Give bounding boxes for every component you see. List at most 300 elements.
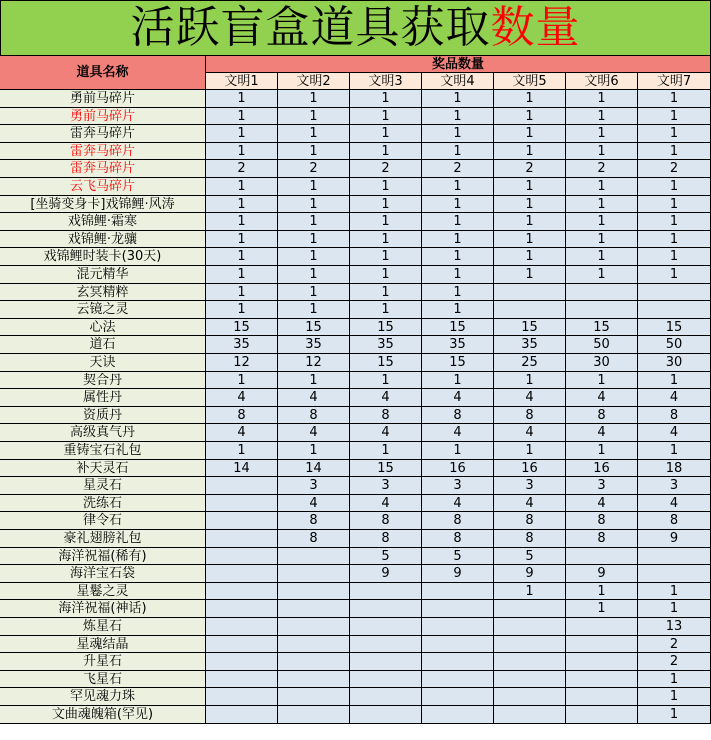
- quantity-cell: 1: [350, 266, 422, 284]
- quantity-cell: 1: [422, 178, 494, 196]
- quantity-cell: 4: [422, 389, 494, 407]
- quantity-cell: 1: [206, 143, 278, 160]
- item-name-cell: 云镜之灵: [0, 301, 206, 319]
- quantity-cell: 4: [350, 424, 422, 442]
- quantity-cell: 1: [350, 248, 422, 266]
- quantity-cell: 1: [422, 442, 494, 460]
- quantity-cell: 8: [566, 512, 638, 530]
- quantity-cell: 4: [566, 495, 638, 512]
- quantity-cell: [278, 706, 350, 724]
- quantity-cell: 1: [638, 442, 711, 460]
- quantity-cell: 15: [638, 319, 711, 336]
- quantity-cell: 18: [638, 460, 711, 477]
- quantity-cell: [566, 706, 638, 724]
- header-column: 文明2: [278, 73, 350, 90]
- quantity-cell: 25: [494, 354, 566, 372]
- quantity-cell: 1: [566, 583, 638, 600]
- quantity-cell: [278, 600, 350, 618]
- item-name-cell: 文曲魂魄箱(罕见): [0, 706, 206, 724]
- quantity-cell: [422, 706, 494, 724]
- quantity-cell: 1: [206, 372, 278, 389]
- item-name-cell: 星鬈之灵: [0, 583, 206, 600]
- quantity-cell: 1: [638, 600, 711, 618]
- quantity-cell: 1: [638, 372, 711, 389]
- quantity-cell: 1: [494, 248, 566, 266]
- header-item-name: 道具名称: [0, 56, 206, 90]
- quantity-cell: 1: [278, 301, 350, 319]
- quantity-cell: 1: [206, 266, 278, 284]
- quantity-cell: 3: [638, 477, 711, 495]
- quantity-cell: [206, 512, 278, 530]
- quantity-cell: 2: [206, 160, 278, 178]
- quantity-cell: 1: [638, 706, 711, 724]
- quantity-cell: 1: [350, 178, 422, 196]
- quantity-cell: 9: [566, 565, 638, 583]
- quantity-cell: 1: [278, 442, 350, 460]
- quantity-cell: 1: [350, 301, 422, 319]
- quantity-cell: [206, 565, 278, 583]
- quantity-cell: [638, 301, 711, 319]
- quantity-cell: [566, 653, 638, 671]
- quantity-cell: 8: [350, 530, 422, 548]
- quantity-cell: 8: [422, 530, 494, 548]
- quantity-cell: 15: [350, 319, 422, 336]
- sheet-title-main: 活跃盲盒道具获取: [130, 2, 491, 53]
- quantity-cell: 1: [206, 231, 278, 248]
- quantity-cell: 4: [638, 424, 711, 442]
- quantity-cell: 13: [638, 618, 711, 636]
- quantity-cell: 1: [278, 178, 350, 196]
- quantity-cell: 1: [494, 583, 566, 600]
- quantity-cell: [494, 600, 566, 618]
- quantity-cell: 2: [638, 160, 711, 178]
- quantity-cell: 1: [206, 248, 278, 266]
- quantity-cell: [566, 636, 638, 653]
- item-name-cell: 玄冥精粹: [0, 284, 206, 301]
- quantity-cell: 5: [350, 548, 422, 565]
- item-name-cell: 戏锦鲤时装卡(30天): [0, 248, 206, 266]
- quantity-cell: 8: [638, 512, 711, 530]
- quantity-cell: 1: [278, 266, 350, 284]
- quantity-cell: 1: [350, 372, 422, 389]
- quantity-cell: 1: [494, 108, 566, 125]
- quantity-cell: [422, 583, 494, 600]
- quantity-cell: 1: [494, 372, 566, 389]
- quantity-cell: 5: [422, 548, 494, 565]
- quantity-cell: 4: [278, 389, 350, 407]
- quantity-cell: 1: [494, 125, 566, 143]
- item-name-cell: 海洋祝福(神话): [0, 600, 206, 618]
- quantity-cell: 1: [422, 301, 494, 319]
- quantity-cell: [422, 688, 494, 706]
- quantity-cell: 16: [494, 460, 566, 477]
- quantity-cell: 1: [278, 125, 350, 143]
- quantity-cell: 4: [278, 495, 350, 512]
- quantity-cell: 4: [566, 389, 638, 407]
- header-column: 文明4: [422, 73, 494, 90]
- quantity-cell: 1: [206, 178, 278, 196]
- quantity-cell: [422, 600, 494, 618]
- quantity-cell: 1: [638, 108, 711, 125]
- item-name-cell: 戏锦鲤·霜寒: [0, 213, 206, 231]
- quantity-cell: 1: [278, 196, 350, 213]
- quantity-cell: 9: [638, 530, 711, 548]
- quantity-cell: [566, 301, 638, 319]
- item-name-cell: [坐骑变身卡]戏锦鲤·风涛: [0, 196, 206, 213]
- quantity-cell: 2: [422, 160, 494, 178]
- quantity-cell: 1: [278, 213, 350, 231]
- item-name-cell: 洗练石: [0, 495, 206, 512]
- quantity-cell: 1: [638, 90, 711, 108]
- quantity-cell: 9: [350, 565, 422, 583]
- quantity-cell: 1: [494, 143, 566, 160]
- quantity-cell: 4: [278, 424, 350, 442]
- quantity-cell: 1: [350, 90, 422, 108]
- quantity-cell: 35: [494, 336, 566, 354]
- quantity-cell: [278, 671, 350, 688]
- quantity-cell: 1: [638, 266, 711, 284]
- quantity-cell: 8: [566, 530, 638, 548]
- quantity-cell: 1: [422, 248, 494, 266]
- quantity-cell: 2: [566, 160, 638, 178]
- quantity-cell: 50: [638, 336, 711, 354]
- quantity-cell: 1: [566, 372, 638, 389]
- quantity-cell: 1: [278, 284, 350, 301]
- quantity-cell: 1: [206, 213, 278, 231]
- quantity-cell: 8: [566, 407, 638, 424]
- item-name-cell: 罕见魂力珠: [0, 688, 206, 706]
- quantity-cell: [638, 284, 711, 301]
- quantity-cell: 1: [422, 231, 494, 248]
- item-name-cell: 律令石: [0, 512, 206, 530]
- quantity-cell: 1: [206, 90, 278, 108]
- quantity-cell: [422, 671, 494, 688]
- quantity-cell: 1: [638, 231, 711, 248]
- quantity-cell: 50: [566, 336, 638, 354]
- quantity-cell: 1: [566, 266, 638, 284]
- quantity-cell: [206, 618, 278, 636]
- quantity-cell: [278, 636, 350, 653]
- quantity-cell: [206, 671, 278, 688]
- quantity-cell: [350, 653, 422, 671]
- quantity-cell: 8: [278, 407, 350, 424]
- quantity-cell: 3: [278, 477, 350, 495]
- item-name-cell: 飞星石: [0, 671, 206, 688]
- quantity-cell: 1: [278, 372, 350, 389]
- quantity-cell: 1: [566, 600, 638, 618]
- quantity-cell: 1: [206, 301, 278, 319]
- quantity-cell: [494, 688, 566, 706]
- quantity-cell: 1: [422, 143, 494, 160]
- quantity-cell: 2: [350, 160, 422, 178]
- quantity-cell: 1: [278, 231, 350, 248]
- header-column: 文明6: [566, 73, 638, 90]
- quantity-cell: 8: [350, 512, 422, 530]
- quantity-cell: 1: [494, 196, 566, 213]
- item-name-cell: 雷奔马碎片: [0, 125, 206, 143]
- quantity-cell: 4: [350, 495, 422, 512]
- quantity-cell: 14: [278, 460, 350, 477]
- quantity-cell: [206, 600, 278, 618]
- quantity-cell: [350, 636, 422, 653]
- quantity-cell: 1: [638, 688, 711, 706]
- quantity-cell: 1: [278, 90, 350, 108]
- quantity-cell: 1: [566, 248, 638, 266]
- quantity-cell: [350, 618, 422, 636]
- quantity-cell: 15: [566, 319, 638, 336]
- quantity-cell: 8: [494, 530, 566, 548]
- item-name-cell: 海洋祝福(稀有): [0, 548, 206, 565]
- quantity-cell: 1: [350, 442, 422, 460]
- item-name-cell: 道石: [0, 336, 206, 354]
- quantity-cell: 35: [206, 336, 278, 354]
- quantity-cell: 30: [638, 354, 711, 372]
- quantity-cell: 15: [422, 354, 494, 372]
- quantity-cell: 1: [350, 284, 422, 301]
- quantity-cell: 8: [278, 512, 350, 530]
- quantity-cell: 8: [350, 407, 422, 424]
- item-name-cell: 勇前马碎片: [0, 90, 206, 108]
- quantity-cell: [494, 671, 566, 688]
- quantity-cell: [566, 548, 638, 565]
- quantity-cell: [206, 530, 278, 548]
- item-name-cell: 星魂结晶: [0, 636, 206, 653]
- quantity-cell: 4: [494, 389, 566, 407]
- quantity-cell: 1: [206, 125, 278, 143]
- item-name-cell: 戏锦鲤·龙骧: [0, 231, 206, 248]
- quantity-cell: 1: [494, 266, 566, 284]
- item-name-cell: 契合丹: [0, 372, 206, 389]
- quantity-cell: 1: [350, 143, 422, 160]
- quantity-cell: 35: [422, 336, 494, 354]
- quantity-cell: 1: [206, 108, 278, 125]
- quantity-cell: 8: [638, 407, 711, 424]
- quantity-cell: [350, 688, 422, 706]
- quantity-cell: 15: [422, 319, 494, 336]
- quantity-cell: 16: [566, 460, 638, 477]
- quantity-cell: 1: [206, 442, 278, 460]
- item-name-cell: 混元精华: [0, 266, 206, 284]
- item-name-cell: 星灵石: [0, 477, 206, 495]
- quantity-cell: [206, 636, 278, 653]
- quantity-cell: [422, 636, 494, 653]
- quantity-cell: 4: [422, 495, 494, 512]
- quantity-cell: 16: [422, 460, 494, 477]
- quantity-cell: [278, 653, 350, 671]
- item-name-cell: 豪礼翅膀礼包: [0, 530, 206, 548]
- quantity-cell: 1: [494, 178, 566, 196]
- quantity-cell: 1: [566, 90, 638, 108]
- quantity-cell: 2: [278, 160, 350, 178]
- quantity-cell: 8: [494, 407, 566, 424]
- quantity-cell: [422, 653, 494, 671]
- quantity-cell: 1: [422, 125, 494, 143]
- quantity-cell: 4: [206, 389, 278, 407]
- quantity-cell: 2: [494, 160, 566, 178]
- quantity-cell: [566, 671, 638, 688]
- quantity-cell: 12: [206, 354, 278, 372]
- quantity-cell: 35: [278, 336, 350, 354]
- quantity-cell: 1: [566, 125, 638, 143]
- quantity-cell: 1: [422, 213, 494, 231]
- quantity-cell: 4: [638, 389, 711, 407]
- item-name-cell: 高级真气丹: [0, 424, 206, 442]
- quantity-cell: 5: [494, 548, 566, 565]
- quantity-cell: 1: [494, 231, 566, 248]
- item-name-cell: 海洋宝石袋: [0, 565, 206, 583]
- quantity-cell: [278, 688, 350, 706]
- quantity-cell: 1: [422, 108, 494, 125]
- quantity-cell: 4: [494, 424, 566, 442]
- quantity-cell: 30: [566, 354, 638, 372]
- item-name-cell: 天诀: [0, 354, 206, 372]
- header-prize-quantity: 奖品数量: [206, 56, 711, 73]
- quantity-cell: 1: [566, 143, 638, 160]
- item-name-cell: 雷奔马碎片: [0, 160, 206, 178]
- quantity-cell: 12: [278, 354, 350, 372]
- quantity-cell: 1: [350, 231, 422, 248]
- quantity-cell: [206, 653, 278, 671]
- quantity-cell: 4: [638, 495, 711, 512]
- quantity-cell: 1: [422, 196, 494, 213]
- quantity-cell: [350, 706, 422, 724]
- quantity-cell: 1: [350, 196, 422, 213]
- quantity-cell: 4: [206, 424, 278, 442]
- quantity-cell: 4: [566, 424, 638, 442]
- quantity-cell: 3: [350, 477, 422, 495]
- quantity-cell: 1: [638, 583, 711, 600]
- quantity-cell: 4: [422, 424, 494, 442]
- quantity-cell: 1: [638, 143, 711, 160]
- quantity-cell: [206, 583, 278, 600]
- quantity-cell: [278, 583, 350, 600]
- quantity-cell: 1: [638, 213, 711, 231]
- quantity-cell: [494, 301, 566, 319]
- quantity-cell: 15: [350, 460, 422, 477]
- quantity-cell: 2: [638, 636, 711, 653]
- quantity-cell: 1: [422, 372, 494, 389]
- sheet-title: [0, 0, 711, 56]
- quantity-cell: 1: [638, 196, 711, 213]
- item-name-cell: 心法: [0, 319, 206, 336]
- quantity-cell: [206, 548, 278, 565]
- quantity-cell: 1: [566, 231, 638, 248]
- quantity-cell: [350, 671, 422, 688]
- quantity-cell: [278, 565, 350, 583]
- quantity-cell: 1: [494, 213, 566, 231]
- quantity-cell: [494, 706, 566, 724]
- quantity-cell: 1: [494, 90, 566, 108]
- quantity-cell: [206, 706, 278, 724]
- item-name-cell: 资质丹: [0, 407, 206, 424]
- quantity-cell: [350, 600, 422, 618]
- quantity-cell: 1: [278, 108, 350, 125]
- item-name-cell: 属性丹: [0, 389, 206, 407]
- item-name-cell: 补天灵石: [0, 460, 206, 477]
- quantity-cell: 15: [494, 319, 566, 336]
- quantity-cell: [206, 688, 278, 706]
- quantity-cell: 1: [566, 178, 638, 196]
- quantity-cell: [638, 565, 711, 583]
- quantity-cell: 1: [638, 178, 711, 196]
- quantity-cell: 35: [350, 336, 422, 354]
- quantity-cell: 4: [350, 389, 422, 407]
- quantity-cell: 8: [422, 407, 494, 424]
- quantity-cell: 1: [422, 90, 494, 108]
- quantity-cell: 1: [494, 442, 566, 460]
- quantity-cell: 1: [638, 248, 711, 266]
- quantity-cell: [494, 636, 566, 653]
- item-name-cell: 雷奔马碎片: [0, 143, 206, 160]
- quantity-cell: 15: [350, 354, 422, 372]
- quantity-cell: 1: [350, 125, 422, 143]
- item-name-cell: 炼星石: [0, 618, 206, 636]
- quantity-cell: 1: [638, 125, 711, 143]
- quantity-cell: 9: [494, 565, 566, 583]
- header-column: 文明1: [206, 73, 278, 90]
- quantity-cell: 3: [566, 477, 638, 495]
- quantity-cell: 8: [206, 407, 278, 424]
- quantity-cell: 2: [638, 653, 711, 671]
- quantity-cell: 1: [350, 108, 422, 125]
- quantity-cell: 1: [638, 671, 711, 688]
- quantity-cell: 15: [206, 319, 278, 336]
- quantity-cell: 9: [422, 565, 494, 583]
- quantity-cell: 1: [422, 284, 494, 301]
- quantity-cell: [494, 618, 566, 636]
- quantity-cell: 1: [350, 213, 422, 231]
- quantity-cell: 4: [494, 495, 566, 512]
- quantity-cell: [566, 284, 638, 301]
- quantity-cell: 1: [566, 442, 638, 460]
- quantity-cell: 1: [566, 213, 638, 231]
- quantity-cell: 8: [494, 512, 566, 530]
- quantity-cell: [566, 618, 638, 636]
- header-column: 文明7: [638, 73, 711, 90]
- quantity-cell: [206, 495, 278, 512]
- item-name-cell: 勇前马碎片: [0, 108, 206, 125]
- quantity-cell: 8: [422, 512, 494, 530]
- header-column: 文明5: [494, 73, 566, 90]
- quantity-cell: 1: [206, 196, 278, 213]
- quantity-cell: [566, 688, 638, 706]
- quantity-cell: [494, 653, 566, 671]
- quantity-cell: [206, 477, 278, 495]
- quantity-cell: 1: [278, 248, 350, 266]
- header-column: 文明3: [350, 73, 422, 90]
- quantity-cell: 1: [278, 143, 350, 160]
- quantity-cell: [278, 618, 350, 636]
- quantity-cell: 1: [206, 284, 278, 301]
- quantity-cell: 8: [278, 530, 350, 548]
- quantity-cell: 1: [566, 196, 638, 213]
- quantity-cell: [422, 618, 494, 636]
- quantity-cell: 1: [566, 108, 638, 125]
- quantity-cell: [638, 548, 711, 565]
- quantity-cell: [350, 583, 422, 600]
- quantity-cell: [278, 548, 350, 565]
- quantity-cell: 3: [494, 477, 566, 495]
- sheet-title-accent: 数量: [490, 2, 581, 53]
- item-name-cell: 重铸宝石礼包: [0, 442, 206, 460]
- item-table: [0, 56, 711, 740]
- quantity-cell: 3: [422, 477, 494, 495]
- item-name-cell: 云飞马碎片: [0, 178, 206, 196]
- quantity-cell: [494, 284, 566, 301]
- quantity-cell: 1: [422, 266, 494, 284]
- quantity-cell: 15: [278, 319, 350, 336]
- quantity-cell: 14: [206, 460, 278, 477]
